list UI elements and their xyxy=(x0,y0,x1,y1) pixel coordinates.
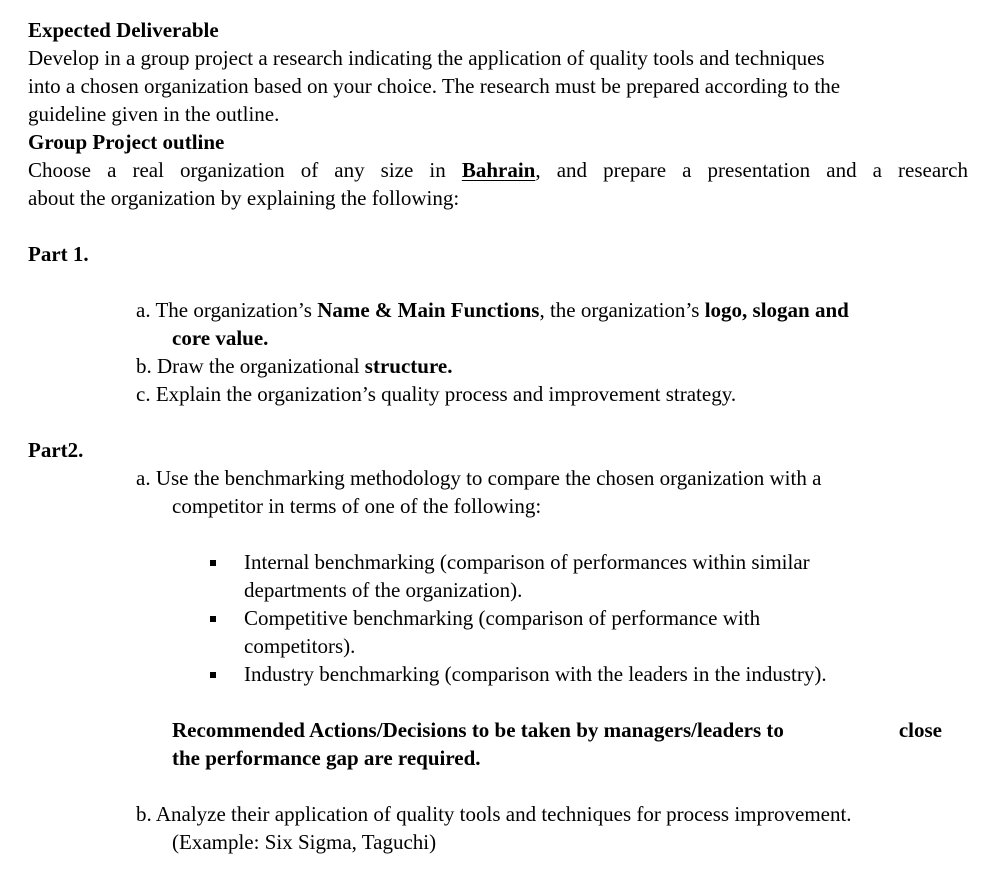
recommend-text: the performance gap are required. xyxy=(172,746,481,770)
bullet-icon xyxy=(210,672,216,678)
bullet-text: competitors). xyxy=(244,634,356,658)
part2-heading: Part2. xyxy=(28,438,84,462)
part1-item-a xyxy=(136,296,968,352)
recommend-text: close xyxy=(898,718,942,742)
bullet-text: departments of the organization). xyxy=(244,578,523,602)
part1-heading: Part 1. xyxy=(28,242,89,266)
item-text: b. Analyze their application of quality tools and techniques for process improvement. xyxy=(136,802,852,826)
deliverable-line: Develop in a group project a research indicating the application of quality tools and techniques xyxy=(28,46,825,70)
outline-section xyxy=(28,128,968,212)
deliverable-line: into a chosen organization based on your choice. The research must be prepared according to the xyxy=(28,74,841,98)
recommend-text: Recommended Actions/Decisions to be taken by managers/leaders to xyxy=(172,718,784,742)
outline-text: Choose a real organization of any size in xyxy=(28,158,462,182)
bullet-text: Internal benchmarking (comparison of performances within similar xyxy=(244,550,810,574)
bullet-text: Competitive benchmarking (comparison of performance with xyxy=(244,606,761,630)
part1-item-c: c. Explain the organization’s quality process and improvement strategy. xyxy=(136,382,737,406)
deliverable-line: guideline given in the outline. xyxy=(28,102,280,126)
recommendation xyxy=(172,716,942,772)
item-text: a. The organization’s xyxy=(136,298,318,322)
outline-line xyxy=(28,156,968,184)
item-text: b. Draw the organizational xyxy=(136,354,365,378)
bullet-text: Industry benchmarking (comparison with the leaders in the industry). xyxy=(244,662,827,686)
benchmark-list xyxy=(206,548,926,688)
outline-line: about the organization by explaining the following: xyxy=(28,186,460,210)
item-text: competitor in terms of one of the following: xyxy=(172,494,542,518)
bullet-icon xyxy=(210,560,216,566)
deliverable-heading: Expected Deliverable xyxy=(28,18,219,42)
item-bold: core value. xyxy=(172,326,269,350)
list-item xyxy=(206,548,926,604)
deliverable-section xyxy=(28,16,968,128)
list-item xyxy=(206,604,926,660)
part2-item-a xyxy=(136,464,968,520)
list-item xyxy=(206,660,926,688)
item-text: (Example: Six Sigma, Taguchi) xyxy=(172,830,437,854)
outline-text: , and prepare a presentation and a research xyxy=(535,158,968,182)
bullet-icon xyxy=(210,616,216,622)
bahrain-text: Bahrain xyxy=(461,158,536,182)
item-text: a. Use the benchmarking methodology to compare the chosen organization with a xyxy=(136,466,822,490)
item-bold: structure. xyxy=(364,354,453,378)
item-bold: logo, slogan and xyxy=(704,298,849,322)
part2-item-b xyxy=(136,800,968,856)
item-text: , the organization’s xyxy=(539,298,705,322)
part1-item-b xyxy=(136,352,968,380)
item-bold: Name & Main Functions xyxy=(317,298,540,322)
outline-heading: Group Project outline xyxy=(28,130,225,154)
